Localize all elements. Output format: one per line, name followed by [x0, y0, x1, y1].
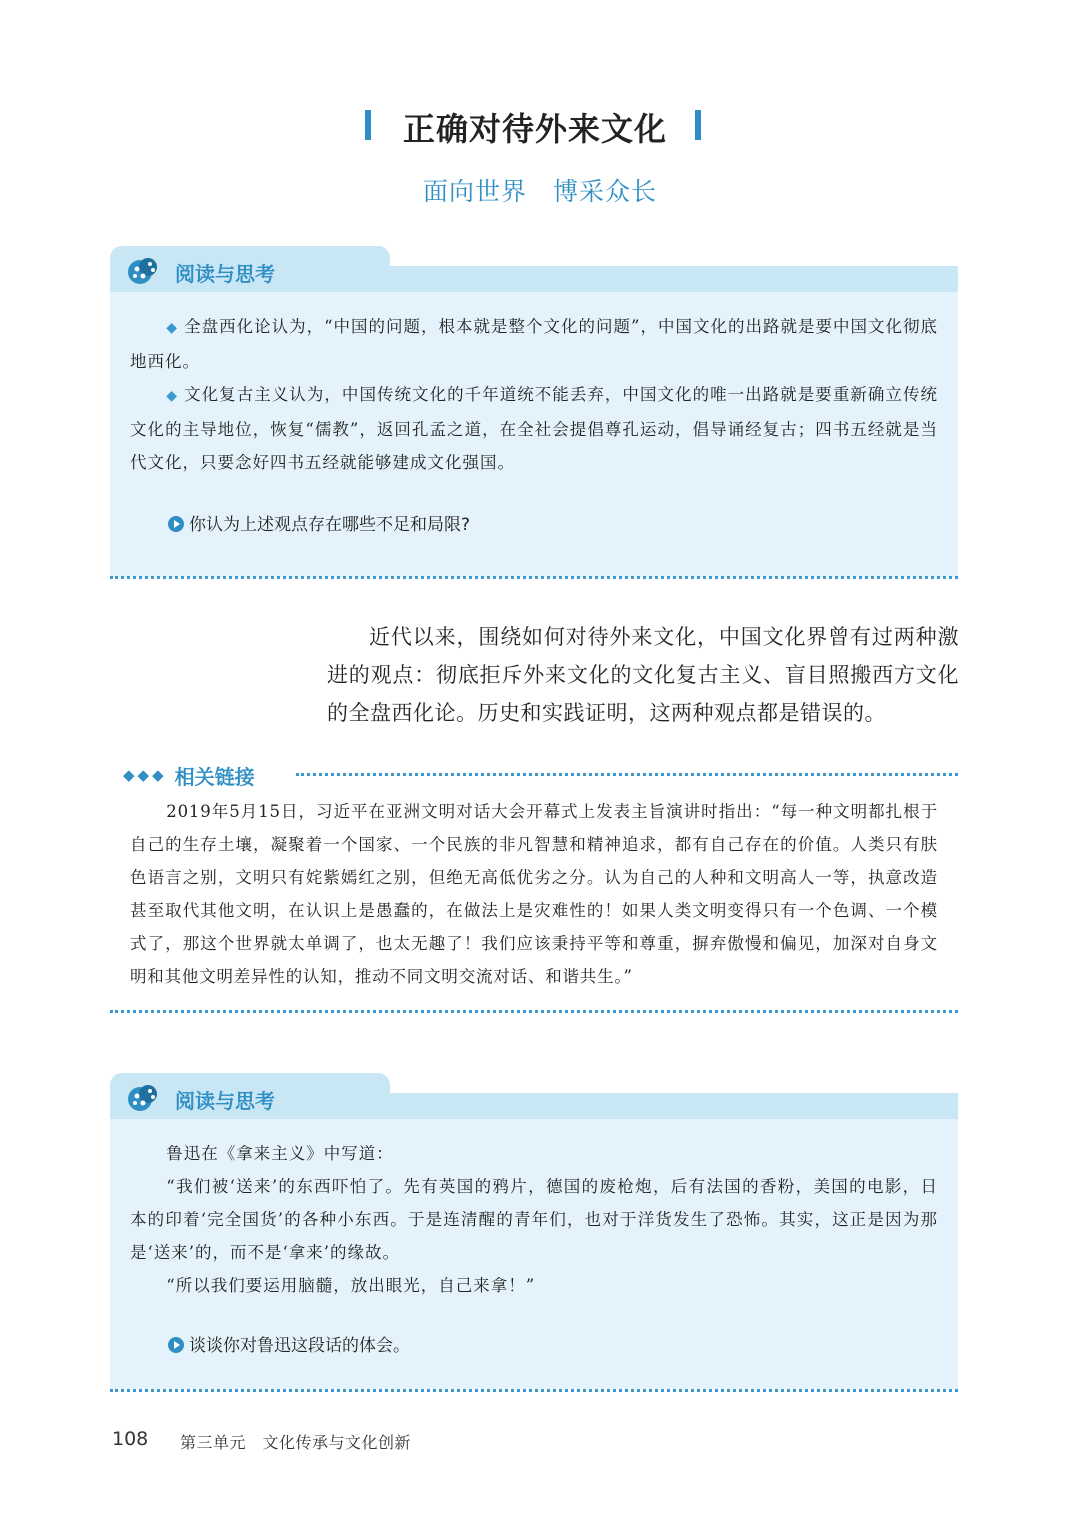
related-link-bottom-rule	[110, 1010, 958, 1013]
page-number: 108	[112, 1428, 149, 1450]
diamond-bullet-icon: ◆	[166, 388, 179, 404]
read-think-label: 阅读与思考	[175, 1089, 275, 1113]
discussion-question: 你认为上述观点存在哪些不足和局限?	[168, 510, 470, 535]
diamond-bullet-icon: ◆	[166, 320, 179, 336]
play-arrow-icon	[168, 1337, 184, 1353]
body-paragraph: 近代以来，围绕如何对待外来文化，中国文化界曾有过两种激进的观点：彻底拒斥外来文化的文化复古主义、盲目照搬西方文化的全盘西化论。历史和实践证明，这两种观点都是错误的。	[327, 625, 959, 725]
related-link-paragraph: 2019年5月15日，习近平在亚洲文明对话大会开幕式上发表主旨演讲时指出：“每一种文明都扎根于自己的生存土壤，凝聚着一个国家、一个民族的非凡智慧和精神追求，都有自己存在的价值。人类只有肤色语言之别，文明只有姹紫嫣红之别，但绝无高低优劣之分。认为自己的人种和文明高人一等，执意改造甚至取代其他文明，在认识上是愚蠢的，在做法上是灾难性的！如果人类文明变得只有一个色调、一个模式了，那这个世界就太单调了，也太无趣了！我们应该秉持平等和尊重，摒弃傲慢和偏见，加深对自身文明和其他文明差异性的认知，推动不同文明交流对话、和谐共生。”	[130, 802, 938, 986]
box-bottom-rule	[110, 1389, 958, 1392]
read-think-label: 阅读与思考	[175, 262, 275, 286]
diamond-trio-icon: ◆◆◆	[123, 766, 167, 784]
title-bar-right	[695, 110, 701, 140]
read-think-paragraph: “我们被‘送来’的东西吓怕了。先有英国的鸦片，德国的废枪炮，后有法国的香粉，美国的电影，日本的印着‘完全国货’的各种小东西。于是连清醒的青年们，也对于洋货发生了恐怖。其实，这正是因为那是‘送来’的，而不是‘拿来’的缘故。	[130, 1177, 938, 1262]
play-arrow-icon	[168, 516, 184, 532]
read-think-paragraph: ◆ 全盘西化论认为，“中国的问题，根本就是整个文化的问题”，中国文化的出路就是要中国文化彻底地西化。	[130, 317, 938, 371]
section-title: 正确对待外来文化	[402, 110, 667, 148]
discussion-question: 谈谈你对鲁迅这段话的体会。	[168, 1331, 410, 1356]
title-bar-left	[365, 110, 371, 140]
reading-icon	[126, 254, 160, 288]
read-think-paragraph: 鲁迅在《拿来主义》中写道：	[166, 1144, 394, 1163]
related-link-text	[130, 795, 938, 993]
section-header	[0, 98, 1080, 158]
reading-icon	[126, 1081, 160, 1115]
box-bottom-rule	[110, 576, 958, 579]
subsection-title: 面向世界 博采众长	[422, 177, 657, 206]
related-link-header	[123, 760, 255, 790]
read-think-text	[130, 310, 938, 479]
related-link-label: 相关链接	[174, 764, 255, 789]
read-think-text	[130, 1137, 938, 1302]
footer-unit-title: 第三单元 文化传承与文化创新	[180, 1433, 412, 1452]
related-link-rule	[296, 773, 958, 776]
body-text	[327, 618, 959, 732]
read-think-paragraph: ◆ 文化复古主义认为，中国传统文化的千年道统不能丢弃，中国文化的唯一出路就是要重新确立传统文化的主导地位，恢复“儒教”，返回孔孟之道，在全社会提倡尊孔运动，倡导诵经复古；四书五经就是当代文化，只要念好四书五经就能够建成文化强国。	[130, 385, 938, 472]
read-think-paragraph: “所以我们要运用脑髓，放出眼光，自己来拿！”	[166, 1276, 536, 1295]
